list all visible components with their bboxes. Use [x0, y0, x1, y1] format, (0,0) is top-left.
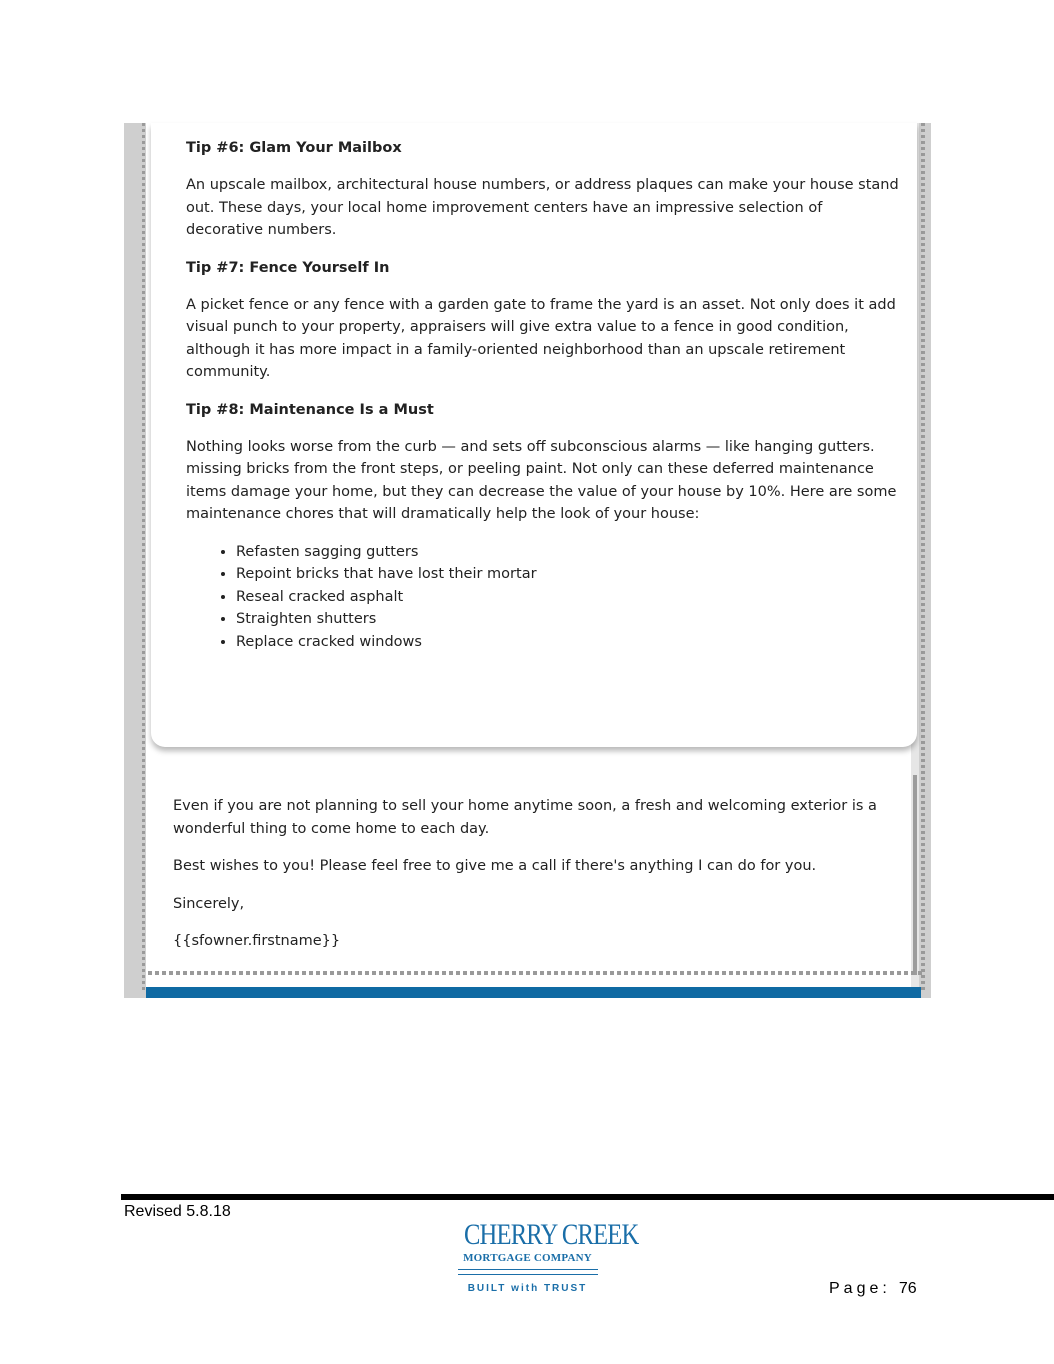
cherry-creek-logo: [450, 1218, 639, 1303]
page-label: Page:: [829, 1280, 891, 1297]
logo-double-rule: [458, 1269, 598, 1275]
bottom-dotted-divider: [148, 971, 923, 975]
footer-rule: [121, 1194, 1054, 1200]
tip-6-body: An upscale mailbox, architectural house numbers, or address plaques can make your house stand out. These days, your local home improvement centers have an impressive selection of decorative numbers.: [186, 177, 899, 238]
tips-content: [186, 137, 901, 653]
tip-8-heading: Tip #8: Maintenance Is a Must: [186, 401, 434, 418]
right-dashed-border: [921, 123, 925, 993]
page-value: 76: [898, 1280, 917, 1297]
tip-7-heading: Tip #7: Fence Yourself In: [186, 259, 390, 276]
list-item: • Refasten sagging gutters: [236, 541, 901, 564]
left-dashed-border: [142, 123, 145, 993]
wishes-paragraph: Best wishes to you! Please feel free to give me a call if there's anything I can do for you.: [173, 858, 817, 874]
page-number: [829, 1280, 917, 1298]
closing-section: [173, 795, 903, 968]
tip-7-body: A picket fence or any fence with a garden gate to frame the yard is an asset. Not only does it add visual punch to your property, appraisers will give extra value to a fence in good condition, although it has more impact in a family-oriented neighborhood than an upscale retirement community.: [186, 296, 896, 380]
closing-paragraph: Even if you are not planning to sell your home anytime soon, a fresh and welcoming exterior is a wonderful thing to come home to each day.: [173, 798, 877, 837]
footer-blue-bar: [146, 987, 921, 998]
list-item: • Reseal cracked asphalt: [236, 586, 901, 609]
logo-subtitle: MORTGAGE COMPANY: [463, 1252, 592, 1264]
chores-list: [186, 541, 901, 654]
tips-card: [151, 123, 917, 747]
tip-8-body: Nothing looks worse from the curb — and sets off subconscious alarms — like hanging gutters. missing bricks from the front steps, or peeling paint. Not only can these deferred maintenance items damage your home, but they can decrease the value of your house by 10%. Here are some maintenance chores that will dramatically help the look of your house:: [186, 438, 897, 522]
list-item: • Straighten shutters: [236, 608, 901, 631]
logo-tagline: BUILT with TRUST: [467, 1283, 588, 1294]
list-item: • Replace cracked windows: [236, 631, 901, 654]
list-item: • Repoint bricks that have lost their mortar: [236, 563, 901, 586]
scrollbar-thumb-lower[interactable]: [913, 775, 917, 975]
revised-date: Revised 5.8.18: [124, 1203, 231, 1220]
tip-6-heading: Tip #6: Glam Your Mailbox: [186, 140, 402, 156]
signoff: Sincerely,: [173, 895, 245, 912]
signature-merge-field: {{sfowner.firstname}}: [173, 933, 341, 949]
logo-title: CHERRY CREEK: [463, 1218, 639, 1251]
email-screenshot: [124, 123, 931, 998]
